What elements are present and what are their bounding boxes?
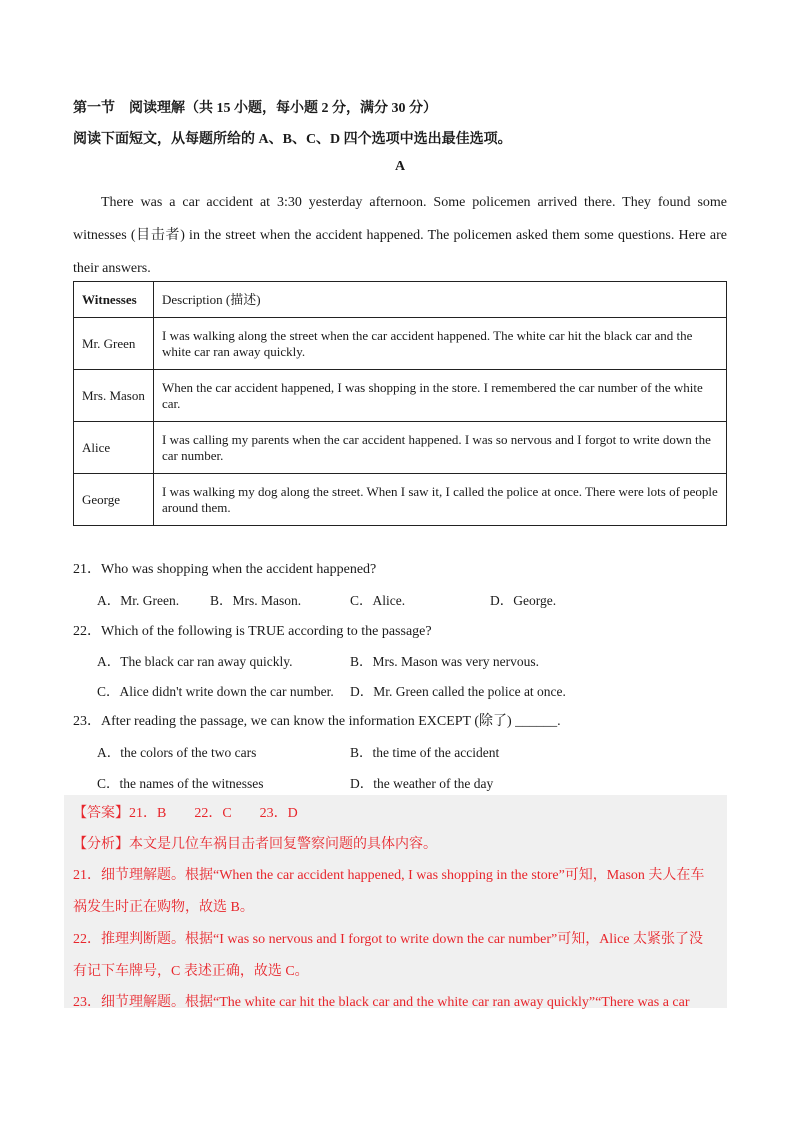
question-23-option-b: B．the time of the accident <box>350 745 500 760</box>
table-row <box>74 318 727 370</box>
witness-name: Alice <box>74 422 154 474</box>
instruction: 阅读下面短文，从每题所给的 A、B、C、D 四个选项中选出最佳选项。 <box>73 132 512 147</box>
passage-line-3: their answers. <box>73 261 151 276</box>
explanation-21-line-1: 21．细节理解题。根据“When the car accident happened, I was shopping in the store”可知，Mason 夫人在车 <box>73 868 705 883</box>
witness-description: I was walking my dog along the street. When I saw it, I called the police at once. There were lots of people around them. <box>154 474 727 526</box>
explanation-22-line-1: 22．推理判断题。根据“I was so nervous and I forgot to write down the car number”可知，Alice 太紧张了没 <box>73 932 704 947</box>
witness-description: I was calling my parents when the car accident happened. I was so nervous and I forgot to write down the car number. <box>154 422 727 474</box>
question-22-option-d: D．Mr. Green called the police at once. <box>350 684 566 699</box>
analysis-line <box>73 833 437 853</box>
passage-paragraph <box>73 186 727 285</box>
passage-line-1: There was a car accident at 3:30 yesterday afternoon. Some policemen arrived there. They found some <box>101 195 727 210</box>
passage-label: A <box>394 159 406 174</box>
explanation-21-line-2: 祸发生时正在购物，故选 B。 <box>73 900 254 915</box>
question-21-option-d: D．George. <box>490 593 557 608</box>
passage-line-2: witnesses (目击者) in the street when the accident happened. The policemen asked them some questions. Here are <box>73 228 727 243</box>
witness-description: I was walking along the street when the car accident happened. The white car hit the black car and the white car ran away quickly. <box>154 318 727 370</box>
question-23-stem: 23．After reading the passage, we can know the information EXCEPT (除了) ______. <box>73 714 561 729</box>
question-23-option-c: C．the names of the witnesses <box>97 776 264 791</box>
question-22-option-b: B．Mrs. Mason was very nervous. <box>350 654 539 669</box>
explanation-22-line-2: 有记下车牌号，C 表述正确，故选 C。 <box>73 964 309 979</box>
table-row <box>74 422 727 474</box>
question-23-option-d: D．the weather of the day <box>350 776 494 791</box>
witness-name: Mrs. Mason <box>74 370 154 422</box>
question-21-option-c: C．Alice. <box>350 593 406 608</box>
answer-tag: 【答案】 <box>73 806 129 821</box>
question-21-option-a: A．Mr. Green. <box>97 593 180 608</box>
witness-name: Mr. Green <box>74 318 154 370</box>
explanation-23-line-1: 23．细节理解题。根据“The white car hit the black car and the white car ran away quickly”“There was a car <box>73 995 690 1010</box>
analysis-text: 本文是几位车祸目击者回复警察问题的具体内容。 <box>129 837 437 852</box>
table-header-witnesses: Witnesses <box>74 282 154 318</box>
witness-description: When the car accident happened, I was shopping in the store. I remembered the car number of the white car. <box>154 370 727 422</box>
answer-values: 21．B 22．C 23．D <box>129 806 298 821</box>
analysis-tag: 【分析】 <box>73 837 129 852</box>
question-21-stem: 21．Who was shopping when the accident happened? <box>73 562 377 577</box>
table-header-description: Description (描述) <box>154 282 727 318</box>
question-21-option-b: B．Mrs. Mason. <box>210 593 302 608</box>
witness-name: George <box>74 474 154 526</box>
table-header-row <box>74 282 727 318</box>
question-22-option-a: A．The black car ran away quickly. <box>97 654 293 669</box>
question-23-option-a: A．the colors of the two cars <box>97 745 257 760</box>
question-22-option-c: C．Alice didn't write down the car number. <box>97 684 334 699</box>
answer-line <box>73 802 298 822</box>
question-22-stem: 22．Which of the following is TRUE according to the passage? <box>73 624 432 639</box>
section-heading: 第一节 阅读理解（共 15 小题，每小题 2 分，满分 30 分） <box>73 101 437 116</box>
table-row <box>74 370 727 422</box>
table-row <box>74 474 727 526</box>
witness-table <box>73 281 727 526</box>
